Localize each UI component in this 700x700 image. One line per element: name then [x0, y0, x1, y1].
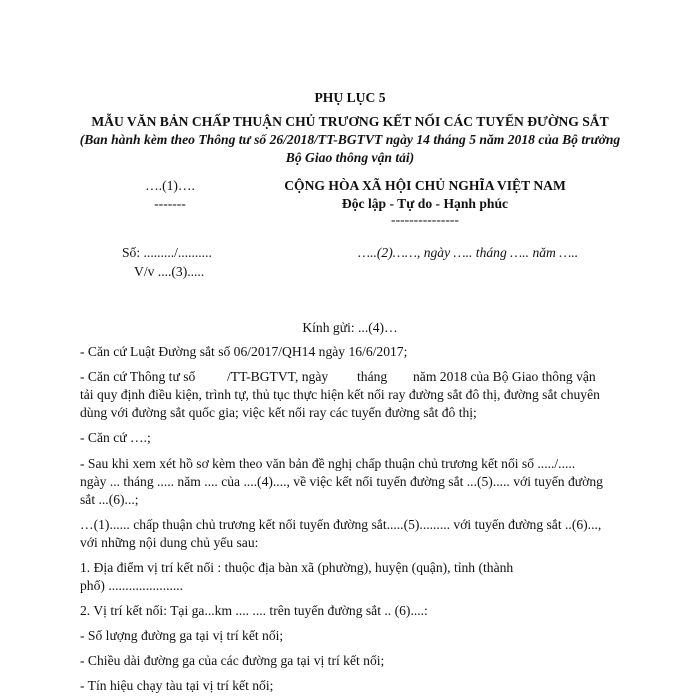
motto-separator: ---------------	[391, 212, 459, 227]
body-line-2a: - Căn cứ Thông tư số	[80, 369, 196, 384]
body-line-4: dùng với đường sắt quốc gia; việc kết nối ray các tuyến đường sắt đô thị;	[80, 405, 477, 420]
body-line-9: …(1)...... chấp thuận chủ trương kết nối tuyến đường sắt.....(5)......... với tuyến đường sắt ..(6)...,	[80, 517, 602, 532]
body-line-2b: /TT-BGTVT, ngày	[227, 369, 329, 384]
body-line-5: - Căn cứ ….;	[80, 430, 151, 445]
body-line-6: - Sau khi xem xét hồ sơ kèm theo văn bản đề nghị chấp thuận chủ trương kết nối số ...../.....	[80, 456, 576, 471]
document-title: MẪU VĂN BẢN CHẤP THUẬN CHỦ TRƯƠNG KẾT NỐI CÁC TUYẾN ĐƯỜNG SẮT	[91, 114, 609, 129]
document-subtitle-line2: Bộ Giao thông vận tải)	[285, 150, 415, 165]
body-line-7: ngày ... tháng ..... năm .... của ....(4)...., về việc kết nối tuyến đường sắt ...(5)..... với tuyến đường	[80, 474, 603, 489]
national-motto: Độc lập - Tự do - Hạnh phúc	[341, 196, 509, 211]
body-line-2c: tháng	[357, 369, 388, 384]
body-line-3: tải quy định điều kiện, trình tự, thủ tục thực hiện kết nối ray đường sắt đô thị, đường sắt chuyên	[80, 387, 600, 402]
body-line-1: - Căn cứ Luật Đường sắt số 06/2017/QH14 ngày 16/6/2017;	[80, 344, 408, 359]
body-line-8: sắt ...(6)...;	[80, 492, 139, 507]
body-line-15: - Chiều dài đường ga của các đường ga tại vị trí kết nối;	[80, 653, 385, 668]
body-line-16: - Tín hiệu chạy tàu tại vị trí kết nối;	[80, 678, 274, 693]
nation-name: CỘNG HÒA XÃ HỘI CHỦ NGHĨA VIỆT NAM	[284, 178, 566, 193]
document-subject: V/v ....(3).....	[134, 264, 205, 279]
appendix-heading: PHỤ LỤC 5	[314, 90, 386, 105]
body-line-12: phố) ......................	[80, 578, 184, 593]
body-line-10: với những nội dung chủ yếu sau:	[80, 535, 259, 550]
body-line-14: - Số lượng đường ga tại vị trí kết nối;	[80, 628, 284, 643]
body-line-2d: năm 2018 của Bộ Giao thông vận	[413, 369, 596, 384]
document-number: Số: ........./..........	[122, 245, 212, 260]
place-date-line: …..(2)……, ngày ….. tháng ….. năm …..	[358, 245, 579, 260]
document-subtitle-line1: (Ban hành kèm theo Thông tư số 26/2018/TT-BGTVT ngày 14 tháng 5 năm 2018 của Bộ trưởng	[79, 132, 621, 147]
recipient-line: Kính gửi: ...(4)…	[302, 320, 398, 335]
agency-name: ….(1)….	[145, 178, 195, 193]
agency-separator: -------	[154, 196, 186, 211]
body-line-11: 1. Địa điểm vị trí kết nối : thuộc địa bàn xã (phường), huyện (quận), tỉnh (thành	[80, 560, 514, 575]
body-line-13: 2. Vị trí kết nối: Tại ga...km .... .... trên tuyến đường sắt .. (6)....:	[80, 603, 428, 618]
